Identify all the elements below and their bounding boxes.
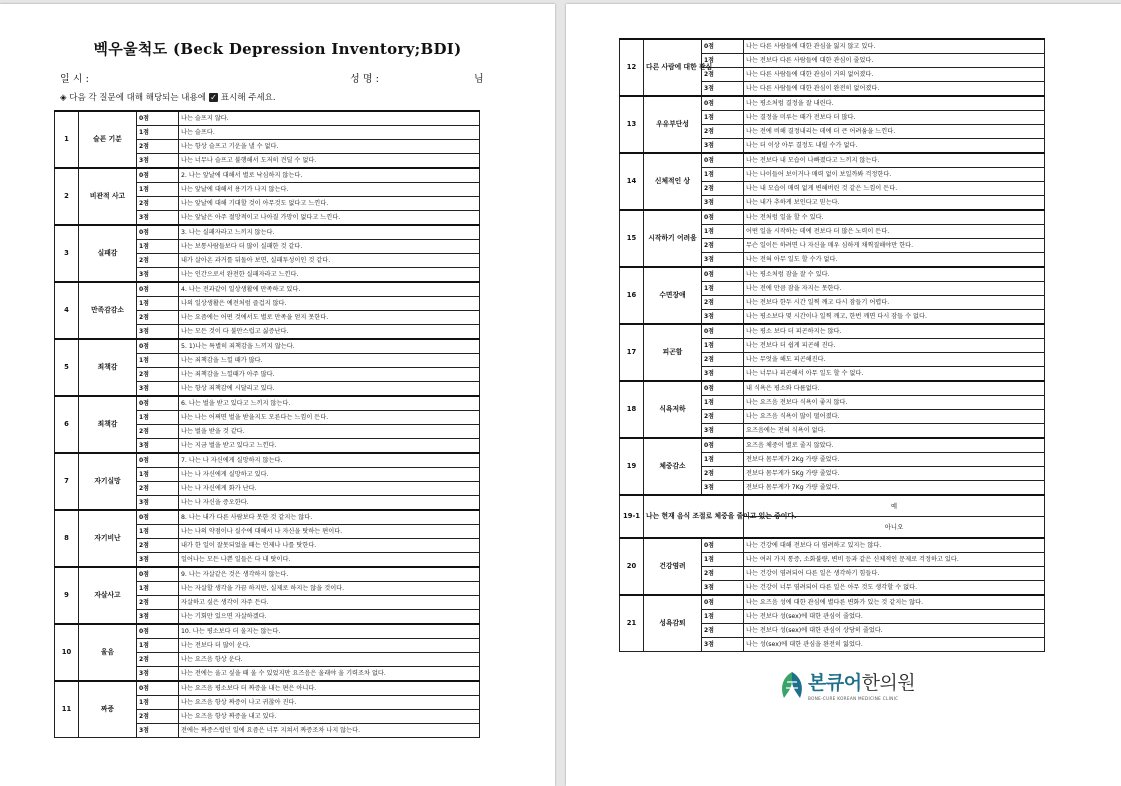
item-number: 20 [620, 538, 644, 595]
option-score[interactable]: 3점 [702, 139, 744, 154]
item-number: 10 [55, 624, 79, 681]
logo-brand-suffix: 한의원 [861, 672, 916, 694]
page-title: 벡우울척도 (Beck Depression Inventory;BDI) [93, 40, 462, 58]
option-statement[interactable]: 9. 나는 자살같은 것은 생각하지 않는다. [179, 567, 480, 582]
option-statement[interactable]: 나는 다른 사람들에 대한 관심이 거의 없어졌다. [744, 68, 1045, 82]
option-statement[interactable]: 나의 일상생활은 예전처럼 즐겁지 않다. [179, 297, 480, 311]
answer-no[interactable]: 아니오 [744, 517, 1045, 539]
item-category: 신체적인 상 [644, 153, 702, 210]
item-number: 17 [620, 324, 644, 381]
option-score[interactable]: 1점 [702, 396, 744, 410]
option-score[interactable]: 2점 [137, 425, 179, 439]
item-number: 7 [55, 453, 79, 510]
option-score[interactable]: 3점 [702, 310, 744, 325]
option-statement[interactable]: 나는 건강이 염려되어 다른 일은 생각하기 힘들다. [744, 567, 1045, 581]
option-statement[interactable]: 나는 요즈음 항상 짜증이 나고 귀찮아 진다. [179, 696, 480, 710]
option-statement[interactable]: 3. 나는 실패자라고 느끼지 않는다. [179, 225, 480, 240]
option-statement[interactable]: 요즈음 체중이 별로 줄지 않았다. [744, 438, 1045, 453]
option-statement[interactable]: 나는 슬프다. [179, 126, 480, 140]
option-statement[interactable]: 6. 나는 벌을 받고 있다고 느끼지 않는다. [179, 396, 480, 411]
item-category: 우유부단성 [644, 96, 702, 153]
option-statement[interactable]: 나는 성(sex)에 대한 관심을 완전히 잃었다. [744, 638, 1045, 652]
option-score[interactable]: 1점 [702, 610, 744, 624]
option-statement[interactable]: 전보다 몸무게가 2Kg 가량 줄었다. [744, 453, 1045, 467]
item-category: 자기실망 [79, 453, 137, 510]
option-score[interactable]: 1점 [137, 468, 179, 482]
option-score[interactable]: 0점 [702, 595, 744, 610]
option-statement[interactable]: 나는 죄책감을 느낄 때가 많다. [179, 354, 480, 368]
option-statement[interactable]: 나는 전에 만큼 잠을 자지는 못한다. [744, 282, 1045, 296]
item-row [55, 624, 480, 639]
option-statement[interactable]: 전보다 몸무게가 5Kg 가량 줄었다. [744, 467, 1045, 481]
instruction [60, 91, 276, 103]
item-category: 다른 사람에 대한 관심 [644, 39, 702, 96]
name-suffix: 님 [474, 74, 484, 85]
option-score[interactable]: 2점 [702, 296, 744, 310]
item-category: 수면장애 [644, 267, 702, 324]
option-statement[interactable]: 나는 더 이상 아무 결정도 내릴 수가 없다. [744, 139, 1045, 154]
option-statement[interactable]: 나는 벌을 받을 것 같다. [179, 425, 480, 439]
option-score[interactable]: 3점 [137, 610, 179, 625]
option-score[interactable]: 3점 [702, 367, 744, 382]
date-label: 일 시 : [60, 74, 90, 85]
item-number: 14 [620, 153, 644, 210]
option-score[interactable]: 3점 [702, 581, 744, 596]
option-statement[interactable]: 나는 슬프지 않다. [179, 111, 480, 126]
option-score[interactable]: 2점 [702, 624, 744, 638]
option-statement[interactable]: 나는 지금 벌을 받고 있다고 느낀다. [179, 439, 480, 454]
item-row [55, 396, 480, 411]
instruction-text-pre: ◈ 다음 각 질문에 대해 해당되는 내용에 [60, 93, 206, 103]
item-number: 5 [55, 339, 79, 396]
option-statement[interactable]: 나는 전처럼 일을 할 수 있다. [744, 210, 1045, 225]
option-statement[interactable]: 나는 전보다 한두 시간 일찍 깨고 다시 잠들기 어렵다. [744, 296, 1045, 310]
item-category: 울음 [79, 624, 137, 681]
item-category: 식욕저하 [644, 381, 702, 438]
clinic-logo [778, 668, 928, 714]
item-row [55, 681, 480, 696]
option-statement[interactable]: 나는 너무나 피곤해서 아무 일도 할 수 없다. [744, 367, 1045, 382]
option-score[interactable]: 1점 [702, 282, 744, 296]
option-score[interactable]: 3점 [137, 553, 179, 568]
item-category: 건강염려 [644, 538, 702, 595]
item-19-1-number: 19-1 [620, 495, 644, 538]
option-score[interactable]: 2점 [702, 353, 744, 367]
option-score[interactable]: 0점 [702, 210, 744, 225]
option-score[interactable]: 3점 [702, 82, 744, 97]
option-score[interactable]: 0점 [137, 225, 179, 240]
option-score[interactable]: 2점 [137, 653, 179, 667]
leaf-logo-icon [778, 670, 806, 700]
item-row [620, 153, 1045, 168]
item-row [55, 339, 480, 354]
item-19-1-question: 나는 현재 음식 조절로 체중을 줄이고 있는 중이다. [644, 495, 744, 538]
item-row [620, 96, 1045, 111]
item-category: 비관적 사고 [79, 168, 137, 225]
item-row [55, 225, 480, 240]
option-statement[interactable]: 요즈음에는 전혀 식욕이 없다. [744, 424, 1045, 439]
page-left [0, 4, 555, 786]
option-score[interactable]: 3점 [702, 196, 744, 211]
option-score[interactable]: 3점 [137, 382, 179, 397]
option-statement[interactable]: 내가 살아온 과거를 뒤돌아 보면, 실패투성이인 것 같다. [179, 254, 480, 268]
instruction-text-post: 표시해 주세요. [220, 93, 276, 103]
option-score[interactable]: 1점 [137, 582, 179, 596]
item-row [620, 324, 1045, 339]
option-statement[interactable]: 나는 여러 가지 통증, 소화불량, 변비 등과 같은 신체적인 문제로 걱정하고 있다. [744, 553, 1045, 567]
option-statement[interactable]: 자살하고 싶은 생각이 자주 든다. [179, 596, 480, 610]
option-score[interactable]: 0점 [137, 396, 179, 411]
option-score[interactable]: 1점 [702, 168, 744, 182]
option-score[interactable]: 1점 [702, 339, 744, 353]
option-statement[interactable]: 나는 건강이 너무 염려되어 다른 일은 아무 것도 생각할 수 없다. [744, 581, 1045, 596]
option-statement[interactable]: 나는 전보다 더 많이 운다. [179, 639, 480, 653]
option-statement[interactable]: 나는 건강에 대해 전보다 더 염려하고 있지는 않다. [744, 538, 1045, 553]
option-statement[interactable]: 나는 나 자신에게 화가 난다. [179, 482, 480, 496]
option-score[interactable]: 1점 [702, 453, 744, 467]
option-score[interactable]: 1점 [137, 240, 179, 254]
option-score[interactable]: 1점 [137, 126, 179, 140]
option-score[interactable]: 3점 [137, 667, 179, 682]
option-score[interactable]: 3점 [702, 424, 744, 439]
option-score[interactable]: 0점 [137, 624, 179, 639]
item-number: 8 [55, 510, 79, 567]
option-score[interactable]: 1점 [702, 54, 744, 68]
option-statement[interactable]: 나는 자살할 생각을 가끔 하지만, 실제로 하지는 않을 것이다. [179, 582, 480, 596]
option-statement[interactable]: 나는 인간으로서 완전한 실패자라고 느낀다. [179, 268, 480, 283]
option-statement[interactable]: 8. 나는 내가 다른 사람보다 못한 것 같지는 않다. [179, 510, 480, 525]
item-19-1-row [620, 495, 1045, 517]
option-statement[interactable]: 나는 모든 것이 다 불만스럽고 싫증난다. [179, 325, 480, 340]
option-score[interactable]: 1점 [137, 696, 179, 710]
option-statement[interactable]: 나는 요즈음 평소보다 더 짜증을 내는 편은 아니다. [179, 681, 480, 696]
item-row [55, 111, 480, 126]
option-score[interactable]: 2점 [137, 140, 179, 154]
item-row [55, 453, 480, 468]
option-statement[interactable]: 나는 나는 어쩌면 벌을 받을지도 모른다는 느낌이 든다. [179, 411, 480, 425]
option-statement[interactable]: 나는 기회만 있으면 자살하겠다. [179, 610, 480, 625]
item-row [620, 595, 1045, 610]
option-score[interactable]: 2점 [137, 311, 179, 325]
option-score[interactable]: 1점 [137, 525, 179, 539]
item-row [620, 39, 1045, 54]
option-score[interactable]: 0점 [137, 282, 179, 297]
option-statement[interactable]: 나는 앞날에 대해 기대할 것이 아무것도 없다고 느낀다. [179, 197, 480, 211]
option-score[interactable]: 2점 [702, 239, 744, 253]
option-score[interactable]: 2점 [137, 197, 179, 211]
option-statement[interactable]: 전보다 몸무게가 7Kg 가량 줄었다. [744, 481, 1045, 496]
option-score[interactable]: 3점 [137, 496, 179, 511]
item-row [620, 438, 1045, 453]
option-statement[interactable]: 나는 평소처럼 잠을 잘 수 있다. [744, 267, 1045, 282]
option-score[interactable]: 2점 [702, 125, 744, 139]
option-statement[interactable]: 나는 나 자신에게 실망하고 있다. [179, 468, 480, 482]
option-statement[interactable]: 나는 전에는 울고 싶을 때 울 수 있었지만 요즈음은 울래야 울 기력조차 없다. [179, 667, 480, 682]
option-score[interactable]: 0점 [137, 510, 179, 525]
item-category: 체중감소 [644, 438, 702, 495]
option-statement[interactable]: 나는 요즈음 전보다 식욕이 좋지 않다. [744, 396, 1045, 410]
option-statement[interactable]: 나는 항상 죄책감에 시달리고 있다. [179, 382, 480, 397]
option-statement[interactable]: 나는 무엇을 해도 피곤해진다. [744, 353, 1045, 367]
item-category: 죄책감 [79, 339, 137, 396]
option-score[interactable]: 2점 [137, 254, 179, 268]
item-number: 12 [620, 39, 644, 96]
option-statement[interactable]: 나는 앞날은 아주 절망적이고 나아질 가망이 없다고 느낀다. [179, 211, 480, 226]
option-statement[interactable]: 7. 나는 나 자신에게 실망하지 않는다. [179, 453, 480, 468]
option-score[interactable]: 0점 [702, 267, 744, 282]
option-statement[interactable]: 나는 평소보다 몇 시간이나 일찍 깨고, 한번 깨면 다시 잠들 수 없다. [744, 310, 1045, 325]
answer-yes[interactable]: 예 [744, 495, 1045, 517]
option-statement[interactable]: 나는 요즈음 성에 대한 관심에 별다른 변화가 있는 것 같지는 않다. [744, 595, 1045, 610]
option-score[interactable]: 1점 [702, 553, 744, 567]
option-score[interactable]: 0점 [137, 168, 179, 183]
option-score[interactable]: 2점 [702, 467, 744, 481]
item-category: 슬픈 기분 [79, 111, 137, 168]
bdi-table-left [54, 110, 480, 738]
option-statement[interactable]: 나는 평소처럼 결정을 잘 내린다. [744, 96, 1045, 111]
option-score[interactable]: 0점 [702, 538, 744, 553]
item-number: 21 [620, 595, 644, 652]
option-score[interactable]: 2점 [702, 567, 744, 581]
option-statement[interactable]: 4. 나는 전과같이 일상생활에 만족하고 있다. [179, 282, 480, 297]
option-score[interactable]: 1점 [137, 297, 179, 311]
item-row [55, 510, 480, 525]
item-category: 시작하기 어려움 [644, 210, 702, 267]
item-number: 19 [620, 438, 644, 495]
item-number: 16 [620, 267, 644, 324]
option-score[interactable]: 2점 [702, 410, 744, 424]
option-score[interactable]: 3점 [702, 481, 744, 496]
option-score[interactable]: 0점 [137, 681, 179, 696]
option-score[interactable]: 3점 [137, 154, 179, 169]
option-statement[interactable]: 어떤 일을 시작하는 데에 전보다 더 많은 노력이 든다. [744, 225, 1045, 239]
option-statement[interactable]: 나는 결정을 미루는 때가 전보다 더 많다. [744, 111, 1045, 125]
option-score[interactable]: 0점 [702, 39, 744, 54]
option-score[interactable]: 3점 [137, 211, 179, 226]
option-statement[interactable]: 나는 평소 보다 더 피곤하지는 않다. [744, 324, 1045, 339]
item-category: 죄책감 [79, 396, 137, 453]
option-statement[interactable]: 나는 죄책감을 느낄때가 아주 많다. [179, 368, 480, 382]
option-statement[interactable]: 나는 다른 사람들에 대한 관심이 완전히 없어졌다. [744, 82, 1045, 97]
item-category: 성욕감퇴 [644, 595, 702, 652]
item-number: 6 [55, 396, 79, 453]
option-score[interactable]: 2점 [137, 539, 179, 553]
item-row [620, 267, 1045, 282]
item-row [55, 282, 480, 297]
option-statement[interactable]: 내 식욕은 평소와 다름없다. [744, 381, 1045, 396]
checkbox-icon: ✓ [210, 92, 217, 102]
option-statement[interactable]: 나는 앞날에 대해서 용기가 나지 않는다. [179, 183, 480, 197]
option-statement[interactable]: 나는 다른 사람들에 대한 관심을 잃지 않고 있다. [744, 39, 1045, 54]
option-statement[interactable]: 나는 내 모습이 매력 없게 변해버린 것 같은 느낌이 든다. [744, 182, 1045, 196]
option-statement[interactable]: 나는 너무나 슬프고 불행해서 도저히 견딜 수 없다. [179, 154, 480, 169]
option-statement[interactable]: 나는 요즈음 항상 운다. [179, 653, 480, 667]
option-score[interactable]: 0점 [137, 111, 179, 126]
logo-subtitle: BONE-CURE KOREAN MEDICINE CLINIC [808, 696, 899, 701]
option-statement[interactable]: 나는 전보다 성(sex)에 대한 관심이 줄었다. [744, 610, 1045, 624]
item-number: 18 [620, 381, 644, 438]
item-number: 11 [55, 681, 79, 738]
item-category: 자살사고 [79, 567, 137, 624]
option-statement[interactable]: 무슨 일이든 하려면 나 자신을 매우 심하게 채찍질해야만 한다. [744, 239, 1045, 253]
option-score[interactable]: 3점 [137, 325, 179, 340]
page-right [566, 4, 1121, 786]
option-score[interactable]: 0점 [702, 324, 744, 339]
option-statement[interactable]: 나는 나이들어 보이거나 매력 없이 보일까봐 걱정한다. [744, 168, 1045, 182]
option-statement[interactable]: 10. 나는 평소보다 더 울지는 않는다. [179, 624, 480, 639]
option-score[interactable]: 0점 [137, 339, 179, 354]
option-statement[interactable]: 나는 나 자신을 증오한다. [179, 496, 480, 511]
option-score[interactable]: 3점 [137, 724, 179, 738]
option-statement[interactable]: 나는 나의 약점이나 실수에 대해서 나 자신을 탓하는 편이다. [179, 525, 480, 539]
bdi-table-right [619, 38, 1045, 652]
option-score[interactable]: 1점 [702, 225, 744, 239]
item-number: 9 [55, 567, 79, 624]
option-statement[interactable]: 2. 나는 앞날에 대해서 별로 낙심하지 않는다. [179, 168, 480, 183]
option-statement[interactable]: 일어나는 모든 나쁜 일들은 다 내 탓이다. [179, 553, 480, 568]
option-score[interactable]: 2점 [137, 596, 179, 610]
item-row [620, 210, 1045, 225]
logo-brand-main: 본큐어 [808, 672, 862, 694]
option-score[interactable]: 2점 [702, 68, 744, 82]
option-score[interactable]: 2점 [702, 182, 744, 196]
option-statement[interactable]: 나는 전보다 내 모습이 나빠졌다고 느끼지 않는다. [744, 153, 1045, 168]
option-score[interactable]: 3점 [137, 439, 179, 454]
item-row [620, 538, 1045, 553]
option-score[interactable]: 0점 [137, 453, 179, 468]
logo-brand [808, 668, 915, 695]
option-score[interactable]: 2점 [137, 368, 179, 382]
option-score[interactable]: 1점 [137, 639, 179, 653]
item-category: 실패감 [79, 225, 137, 282]
option-score[interactable]: 2점 [137, 710, 179, 724]
item-row [620, 381, 1045, 396]
option-statement[interactable]: 전에는 짜증스럽던 일에 요즘은 너무 지쳐서 짜증조차 나지 않는다. [179, 724, 480, 738]
item-category: 짜증 [79, 681, 137, 738]
item-row [55, 567, 480, 582]
item-number: 3 [55, 225, 79, 282]
option-score[interactable]: 1점 [137, 411, 179, 425]
option-score[interactable]: 2점 [137, 482, 179, 496]
option-statement[interactable]: 나는 전보다 다른 사람들에 대한 관심이 줄었다. [744, 54, 1045, 68]
option-score[interactable]: 1점 [137, 183, 179, 197]
option-statement[interactable]: 나는 요즘에는 어떤 것에서도 별로 만족을 얻지 못한다. [179, 311, 480, 325]
item-number: 2 [55, 168, 79, 225]
item-number: 4 [55, 282, 79, 339]
option-statement[interactable]: 나는 전보다 성(sex)에 대한 관심이 상당히 줄었다. [744, 624, 1045, 638]
option-statement[interactable]: 나는 전보다 더 쉽게 피곤해 진다. [744, 339, 1045, 353]
option-score[interactable]: 3점 [702, 638, 744, 652]
option-statement[interactable]: 나는 요즈음 항상 짜증을 내고 있다. [179, 710, 480, 724]
option-statement[interactable]: 내가 한 일이 잘못되었을 때는 언제나 나를 탓한다. [179, 539, 480, 553]
item-category: 만족감감소 [79, 282, 137, 339]
option-statement[interactable]: 나는 보통사람들보다 더 많이 실패한 것 같다. [179, 240, 480, 254]
item-category: 피곤함 [644, 324, 702, 381]
option-score[interactable]: 3점 [137, 268, 179, 283]
option-score[interactable]: 0점 [702, 96, 744, 111]
item-number: 15 [620, 210, 644, 267]
item-number: 13 [620, 96, 644, 153]
name-label: 성 명 : [350, 74, 380, 85]
option-score[interactable]: 1점 [137, 354, 179, 368]
option-score[interactable]: 0점 [137, 567, 179, 582]
option-score[interactable]: 0점 [702, 381, 744, 396]
option-statement[interactable]: 나는 항상 슬프고 기운을 낼 수 없다. [179, 140, 480, 154]
option-statement[interactable]: 나는 전에 비해 결정내리는 데에 더 큰 어려움을 느낀다. [744, 125, 1045, 139]
option-statement[interactable]: 5. 1)나는 특별히 죄책감을 느끼지 않는다. [179, 339, 480, 354]
item-row [55, 168, 480, 183]
item-category: 자기비난 [79, 510, 137, 567]
option-statement[interactable]: 나는 내가 추하게 보인다고 믿는다. [744, 196, 1045, 211]
option-statement[interactable]: 나는 요즈음 식욕이 많이 떨어졌다. [744, 410, 1045, 424]
option-score[interactable]: 0점 [702, 438, 744, 453]
option-score[interactable]: 0점 [702, 153, 744, 168]
item-number: 1 [55, 111, 79, 168]
option-score[interactable]: 3점 [702, 253, 744, 268]
option-score[interactable]: 1점 [702, 111, 744, 125]
option-statement[interactable]: 나는 전혀 아무 일도 할 수가 없다. [744, 253, 1045, 268]
